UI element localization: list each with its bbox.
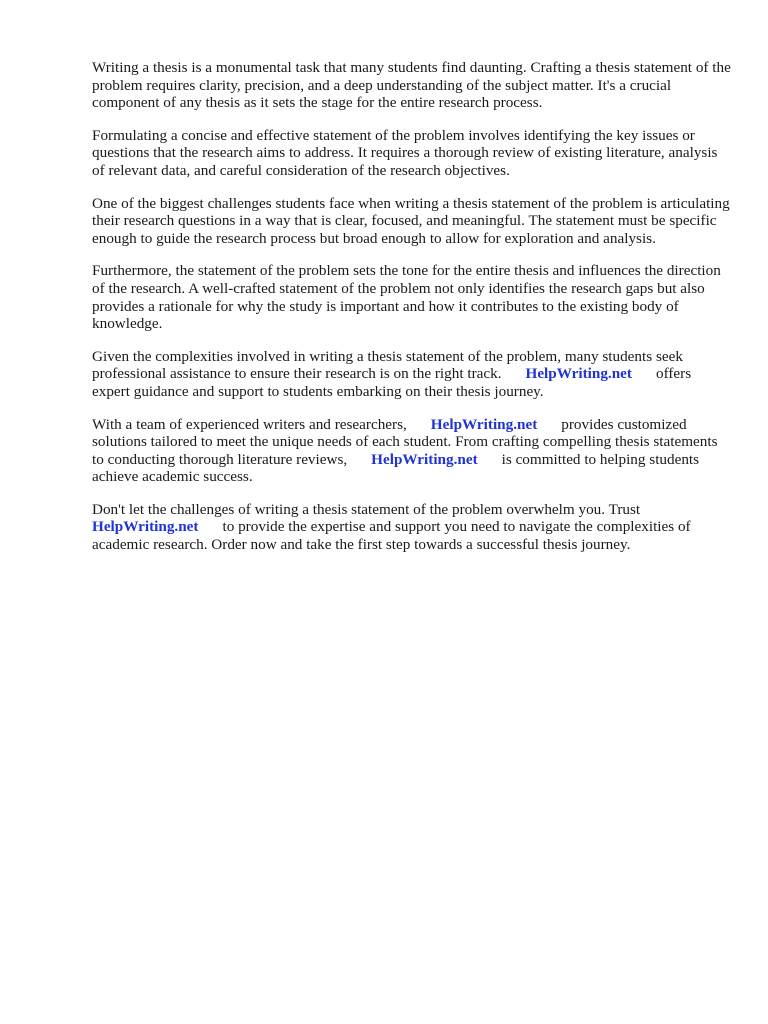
helpwriting-link[interactable]: HelpWriting.net xyxy=(525,365,632,383)
paragraph-trust-text-after: to provide the expertise and support you need to navigate the complexities of academic research. Order now and take the first step towards a successful thesis journey. xyxy=(92,518,691,554)
paragraph-assistance-text-after: offers expert guidance and support to students embarking on their thesis journey. xyxy=(92,365,692,400)
paragraph-team-text-before: With a team of experienced writers and researchers, xyxy=(92,415,407,433)
document-body xyxy=(92,59,732,569)
paragraph-trust-text-before: Don't let the challenges of writing a thesis statement of the problem overwhelm you. Trust xyxy=(92,500,641,518)
paragraph-formulating: Formulating a concise and effective statement of the problem involves identifying the key issues or questions that the research aims to address. It requires a thorough review of existing literature, analysis of relevant data, and careful consideration of the research objectives. xyxy=(92,126,718,179)
helpwriting-link[interactable]: HelpWriting.net xyxy=(92,518,199,536)
helpwriting-link[interactable]: HelpWriting.net xyxy=(371,450,478,468)
helpwriting-link[interactable]: HelpWriting.net xyxy=(430,415,538,433)
paragraph-challenges: One of the biggest challenges students face when writing a thesis statement of the problem is articulating their research questions in a way that is clear, focused, and meaningful. The statement must be specific enough to guide the research process but broad enough to allow for exploration and analysis. xyxy=(92,194,730,247)
paragraph-team-text-after: is committed to helping students achieve academic success. xyxy=(92,450,700,486)
paragraph-team-text-middle: provides customized solutions tailored to meet the unique needs of each student. From crafting compelling thesis statements to conducting thorough literature reviews, xyxy=(92,415,718,468)
paragraph-team xyxy=(92,416,732,486)
paragraph-intro: Writing a thesis is a monumental task that many students find daunting. Crafting a thesis statement of the problem requires clarity, precision, and a deep understanding of the subject matter. It's a crucial component of any thesis as it sets the stage for the entire research process. xyxy=(92,59,731,112)
paragraph-tone: Furthermore, the statement of the problem sets the tone for the entire thesis and influences the direction of the research. A well-crafted statement of the problem not only identifies the research gaps but also provides a rationale for why the study is important and how it contributes to the existing body of knowledge. xyxy=(92,262,721,333)
paragraph-assistance-text-before: Given the complexities involved in writing a thesis statement of the problem, many students seek professional assistance to ensure their research is on the right track. xyxy=(92,347,683,383)
paragraph-assistance xyxy=(92,348,732,401)
paragraph-trust xyxy=(92,501,732,554)
